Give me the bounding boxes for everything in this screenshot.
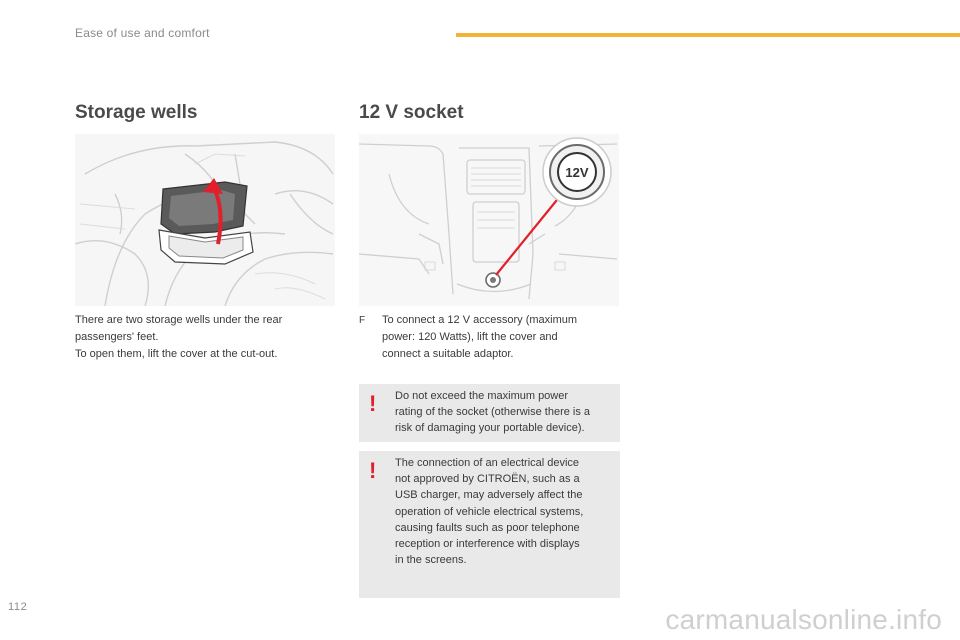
warning-text xyxy=(395,455,617,568)
warning-box-approved-devices xyxy=(359,451,620,598)
page-number: 112 xyxy=(8,601,28,613)
warning-line: rating of the socket (otherwise there is a xyxy=(395,406,591,419)
warning-line: Do not exceed the maximum power xyxy=(395,390,569,402)
socket-illustration xyxy=(359,134,619,306)
section-header: Ease of use and comfort xyxy=(75,26,210,40)
warning-line: operation of vehicle electrical systems, xyxy=(395,505,584,518)
exclamation-icon: ! xyxy=(369,458,377,483)
warning-line: causing faults such as poor telephone xyxy=(395,521,580,534)
callout-label: 12V xyxy=(565,165,589,180)
warning-line: risk of damaging your portable device). xyxy=(395,422,585,435)
header-accent-bar xyxy=(456,33,960,37)
instruction-line: connect a suitable adaptor. xyxy=(382,348,514,360)
instruction-line: power: 120 Watts), lift the cover and xyxy=(382,331,558,343)
warning-line: in the screens. xyxy=(395,554,467,567)
warning-line: USB charger, may adversely affect the xyxy=(395,489,583,502)
warning-line: not approved by CITROËN, such as a xyxy=(395,473,580,486)
socket-title: 12 V socket xyxy=(359,102,464,123)
warning-line: reception or interference with displays xyxy=(395,538,580,551)
warning-line: The connection of an electrical device xyxy=(395,457,580,469)
warning-text xyxy=(395,388,617,437)
storage-text-line: There are two storage wells under the rear xyxy=(75,314,283,326)
warning-box-max-power xyxy=(359,384,620,442)
watermark: carmanualsonline.info xyxy=(665,604,942,635)
storage-description xyxy=(75,312,325,363)
exclamation-icon: ! xyxy=(369,391,377,416)
storage-text-line: passengers' feet. xyxy=(75,331,159,343)
socket-instruction xyxy=(359,312,619,363)
bullet-icon: F xyxy=(359,315,366,326)
instruction-line: To connect a 12 V accessory (maximum xyxy=(382,314,578,326)
storage-text-line: To open them, lift the cover at the cut-out. xyxy=(75,348,278,360)
storage-wells-title: Storage wells xyxy=(75,102,198,123)
storage-wells-illustration xyxy=(75,134,335,306)
